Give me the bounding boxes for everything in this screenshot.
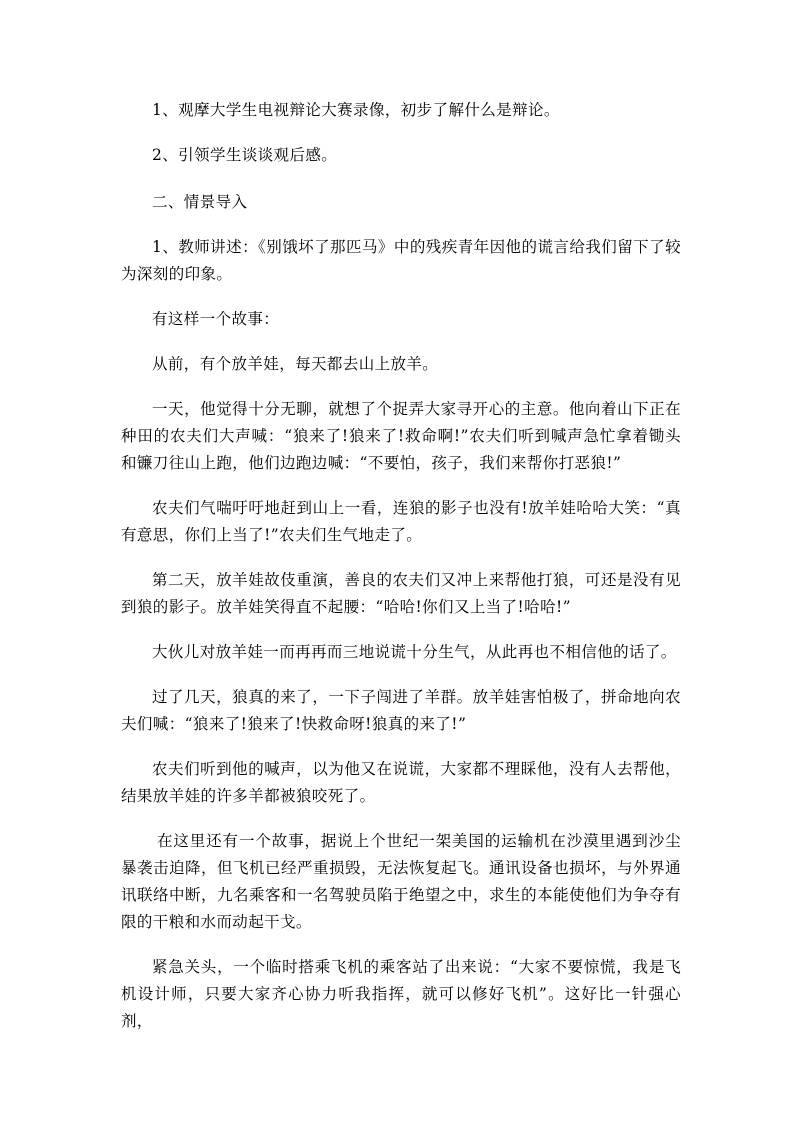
paragraph-9: 第二天，放羊娃故伎重演，善良的农夫们又冲上来帮他打狼，可还是没有见到狼的影子。放羊娃笑得直不起腰：“哈哈!你们又上当了!哈哈!” [121,571,681,616]
paragraph-13: 在这里还有一个故事，据说上个世纪一架美国的运输机在沙漠里遇到沙尘暴袭击迫降，但飞机已经严重损毁，无法恢复起飞。通讯设备也损坏，与外界通讯联络中断，九名乘客和一名驾驶员陷于绝望之中，求生的本能使他们为争夺有限的干粮和水而动起干戈。 [121,832,681,931]
section-heading: 二、情景导入 [152,193,248,211]
paragraph-2: 2、引领学生谈谈观后感。 [152,146,338,164]
paragraph-5: 有这样一个故事： [152,310,280,328]
paragraph-14: 紧急关头，一个临时搭乘飞机的乘客站了出来说：“大家不要惊慌，我是飞机设计师，只要大家齐心协力听我指挥，就可以修好飞机”。这好比一针强心剂， [121,958,681,1030]
document-body [121,97,681,1035]
paragraph-12: 农夫们听到他的喊声，以为他又在说谎，大家都不理睬他，没有人去帮他，结果放羊娃的许多羊都被狼咬死了。 [121,760,681,805]
paragraph-11: 过了几天，狼真的来了，一下子闯进了羊群。放羊娃害怕极了，拼命地向农夫们喊：“狼来了!狼来了!快救命呀!狼真的来了!” [121,688,681,733]
paragraph-7: 一天，他觉得十分无聊，就想了个捉弄大家寻开心的主意。他向着山下正在种田的农夫们大声喊：“狼来了!狼来了!救命啊!”农夫们听到喊声急忙拿着锄头和镰刀往山上跑，他们边跑边喊：“不要怕，孩子，我们来帮你打恶狼!” [121,400,681,472]
paragraph-1: 1、观摩大学生电视辩论大赛录像，初步了解什么是辩论。 [152,101,560,119]
paragraph-4: 1、教师讲述：《别饿坏了那匹马》中的残疾青年因他的谎言给我们留下了较为深刻的印象。 [121,238,681,283]
paragraph-8: 农夫们气喘吁吁地赶到山上一看，连狼的影子也没有!放羊娃哈哈大笑：“真有意思，你们上当了!”农夫们生气地走了。 [121,499,681,544]
paragraph-6: 从前，有个放羊娃，每天都去山上放羊。 [152,355,439,373]
paragraph-10: 大伙儿对放羊娃一而再再而三地说谎十分生气，从此再也不相信他的话了。 [152,643,677,661]
